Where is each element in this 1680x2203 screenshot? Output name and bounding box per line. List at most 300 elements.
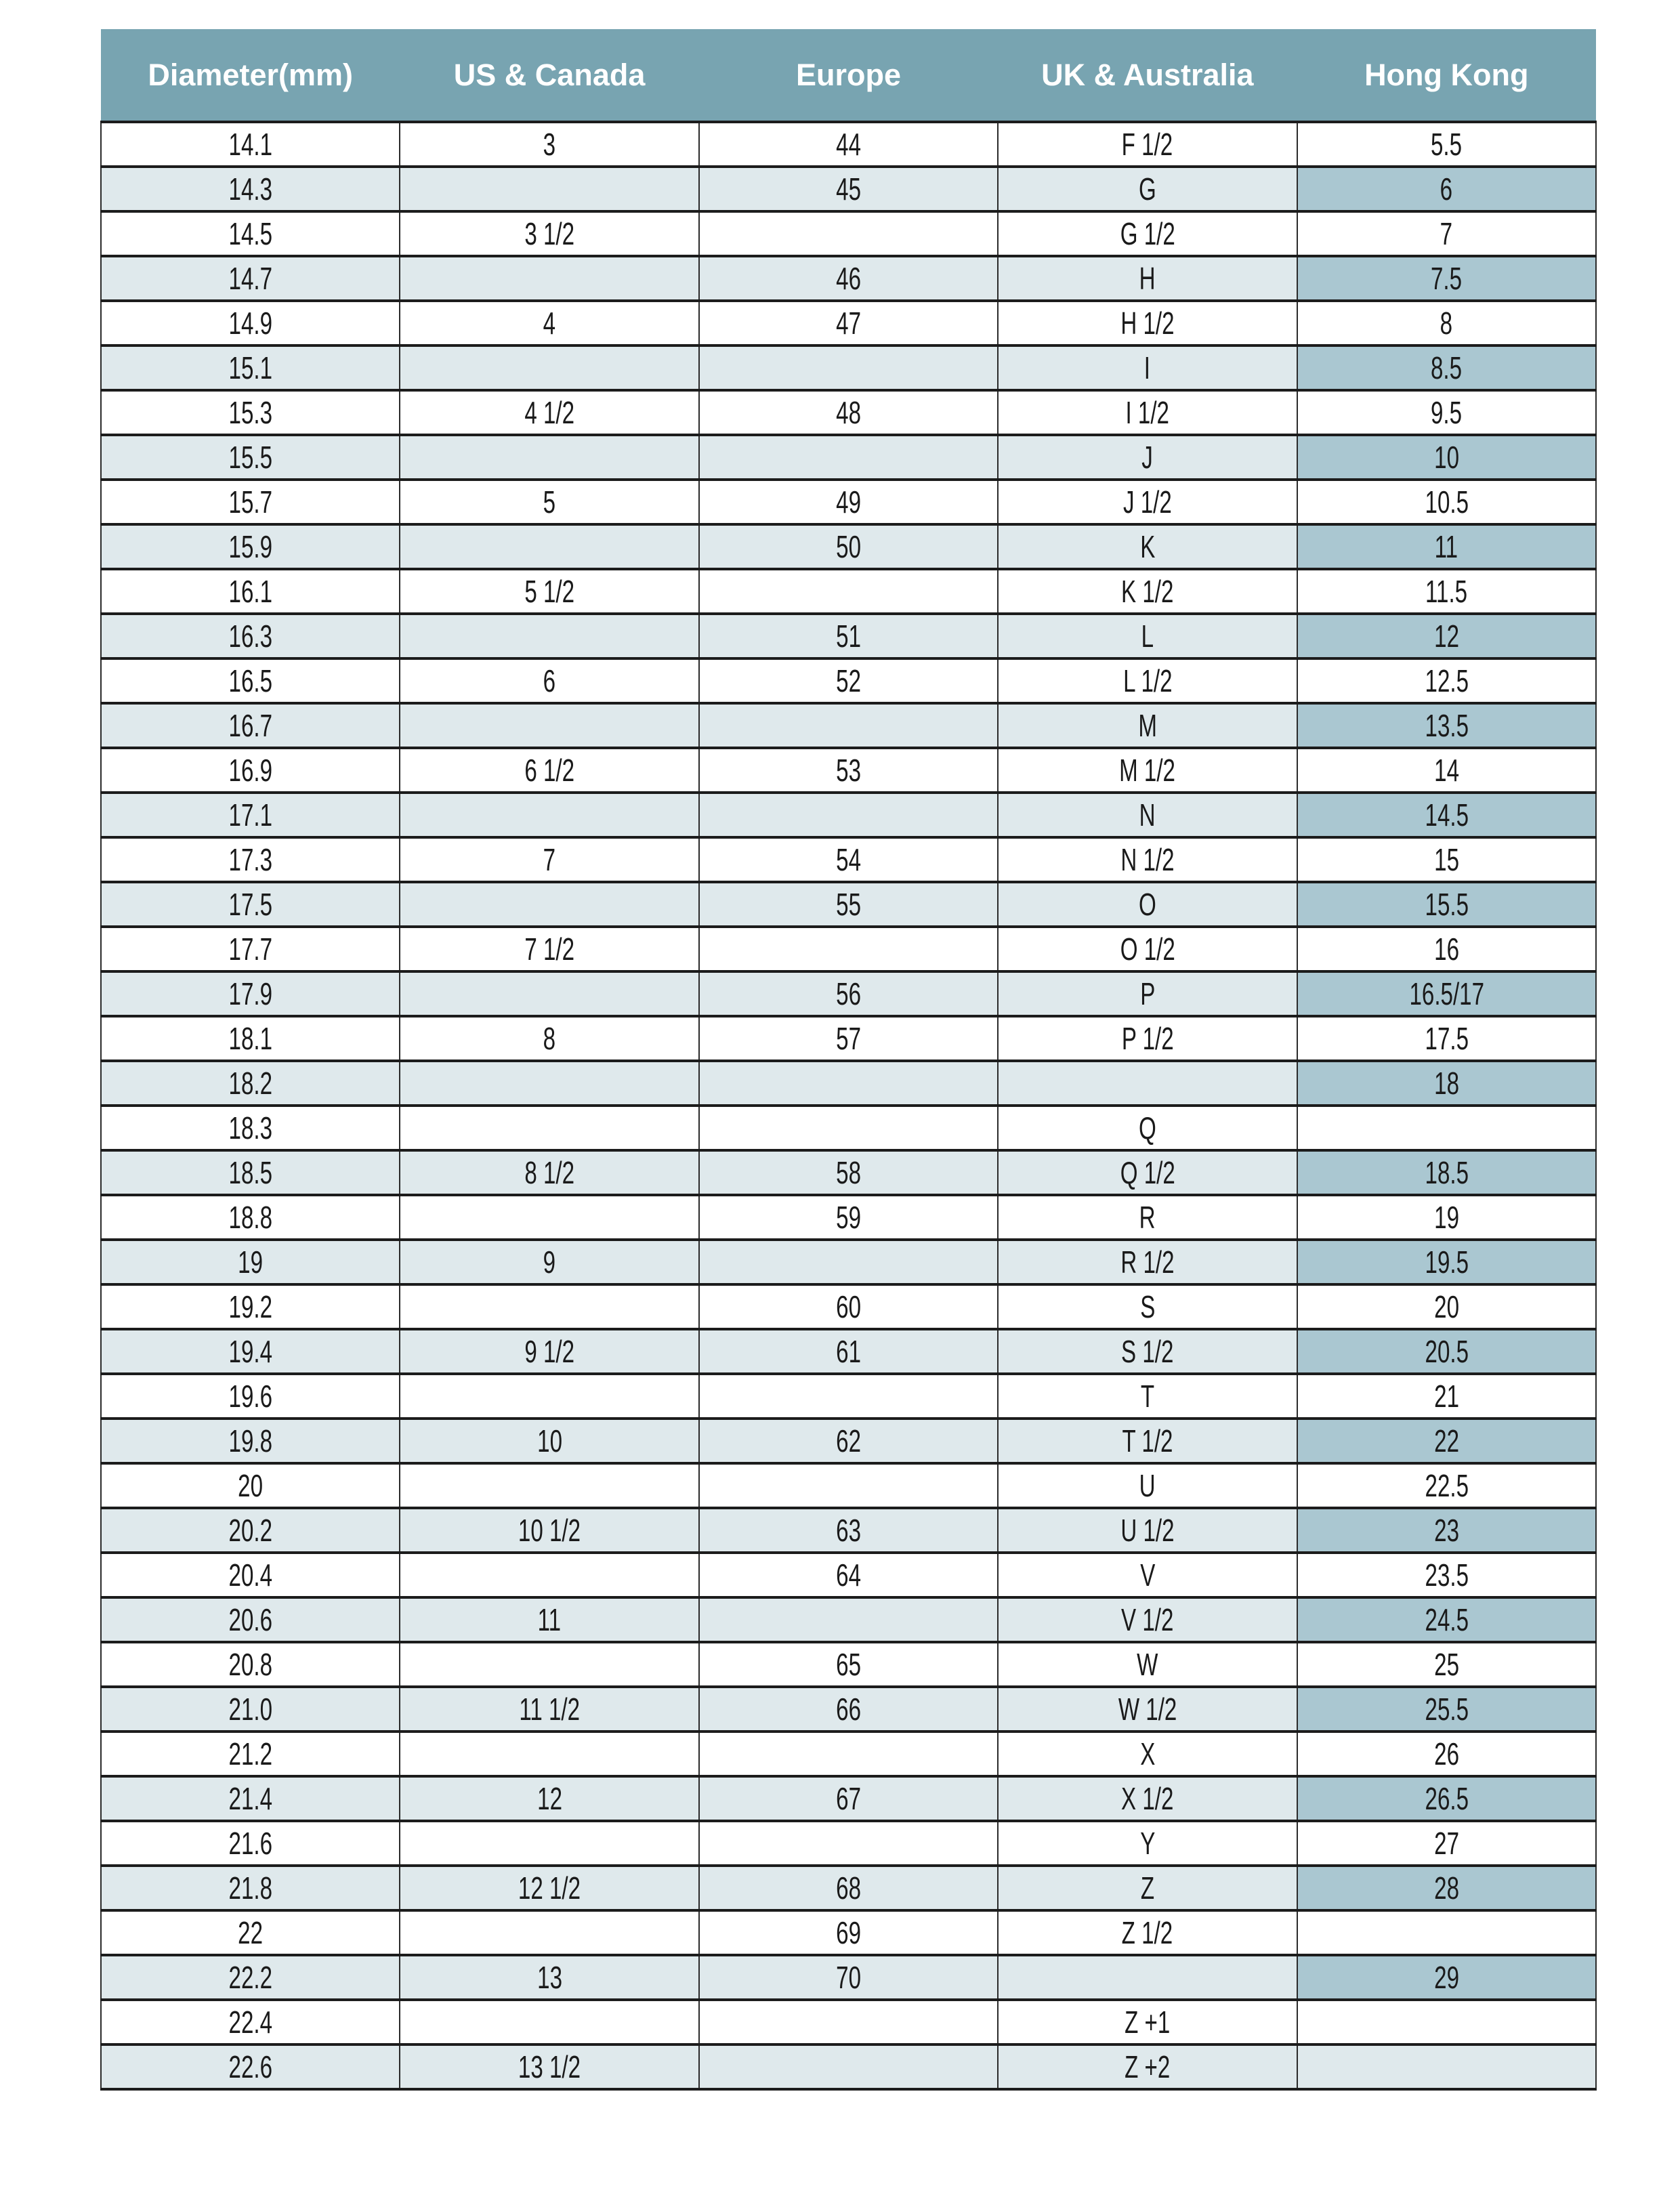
cell-uk-australia [998,122,1297,167]
cell-diameter-value: 17.1 [228,797,272,833]
column-header-us-canada-label: US & Canada [453,57,646,92]
cell-diameter-value: 16.7 [228,708,272,743]
cell-diameter [101,1732,400,1776]
cell-uk-australia [998,2044,1297,2089]
column-header-hong-kong-label: Hong Kong [1364,57,1529,92]
cell-hong-kong [1297,1776,1596,1821]
cell-diameter [101,1955,400,2000]
cell-hong-kong-value: 10.5 [1425,484,1469,520]
column-header-diameter [101,29,400,122]
cell-uk-australia [998,1150,1297,1195]
cell-europe [699,1106,998,1150]
cell-uk-australia [998,1910,1297,1955]
table-header [101,29,1596,122]
cell-diameter [101,1106,400,1150]
cell-diameter-value: 19 [238,1244,264,1280]
cell-us-canada-value: 10 [537,1423,562,1459]
cell-diameter [101,1329,400,1374]
cell-europe-value: 44 [836,127,861,162]
cell-europe-value: 61 [836,1334,861,1369]
table-row [101,1240,1596,1284]
cell-uk-australia-value: T 1/2 [1122,1423,1173,1459]
cell-europe [699,1329,998,1374]
cell-us-canada [400,971,698,1016]
cell-us-canada [400,1419,698,1463]
cell-diameter [101,435,400,480]
cell-hong-kong [1297,793,1596,837]
table-row [101,390,1596,435]
cell-us-canada [400,1329,698,1374]
cell-hong-kong [1297,1374,1596,1419]
cell-diameter-value: 22 [238,1915,264,1950]
cell-us-canada [400,569,698,614]
table-row [101,1463,1596,1508]
cell-diameter [101,1374,400,1419]
cell-europe [699,524,998,569]
cell-diameter-value: 15.5 [228,440,272,475]
cell-diameter-value: 15.7 [228,484,272,520]
cell-europe-value: 56 [836,976,861,1011]
cell-uk-australia-value: X [1139,1736,1155,1771]
table-row [101,1016,1596,1061]
table-row [101,1374,1596,1419]
cell-diameter [101,1463,400,1508]
cell-us-canada-value: 9 1/2 [524,1334,574,1369]
cell-us-canada [400,1284,698,1329]
cell-us-canada [400,1463,698,1508]
table-row [101,1597,1596,1642]
column-header-uk-australia [998,29,1297,122]
cell-us-canada [400,882,698,927]
cell-hong-kong-value: 28 [1433,1870,1459,1906]
cell-hong-kong-value: 22.5 [1425,1468,1469,1503]
table-row [101,1508,1596,1553]
table-row [101,1910,1596,1955]
cell-uk-australia-value: V 1/2 [1121,1602,1174,1637]
cell-uk-australia [998,390,1297,435]
cell-europe [699,211,998,256]
table-row [101,614,1596,658]
cell-hong-kong [1297,1329,1596,1374]
cell-us-canada [400,1016,698,1061]
cell-hong-kong-value: 20.5 [1425,1334,1469,1369]
cell-diameter [101,480,400,524]
cell-hong-kong [1297,167,1596,211]
cell-europe [699,1508,998,1553]
cell-hong-kong-value: 15 [1433,842,1459,877]
cell-us-canada-value: 12 1/2 [518,1870,581,1906]
cell-diameter-value: 17.7 [228,931,272,967]
cell-uk-australia-value: W [1137,1647,1158,1682]
cell-europe [699,1374,998,1419]
cell-hong-kong [1297,1061,1596,1106]
cell-diameter-value: 15.3 [228,395,272,430]
cell-us-canada [400,1955,698,2000]
cell-hong-kong [1297,1732,1596,1776]
cell-diameter [101,1642,400,1687]
table-row [101,793,1596,837]
cell-uk-australia-value: O 1/2 [1120,931,1175,967]
cell-uk-australia [998,480,1297,524]
cell-us-canada [400,748,698,793]
table-row [101,927,1596,971]
column-header-europe-label: Europe [795,57,901,92]
cell-hong-kong [1297,122,1596,167]
cell-us-canada [400,480,698,524]
cell-europe [699,1597,998,1642]
cell-hong-kong [1297,1508,1596,1553]
cell-europe [699,837,998,882]
cell-hong-kong-value: 23.5 [1425,1557,1469,1593]
cell-hong-kong [1297,748,1596,793]
cell-uk-australia-value: G 1/2 [1120,216,1175,251]
column-header-europe [699,29,998,122]
cell-us-canada [400,703,698,748]
table-row [101,1106,1596,1150]
table-row [101,1821,1596,1866]
cell-europe [699,971,998,1016]
cell-uk-australia-value: L [1141,618,1154,654]
cell-hong-kong-value: 26 [1433,1736,1459,1771]
cell-uk-australia-value: Z +2 [1125,2049,1171,2084]
cell-hong-kong [1297,435,1596,480]
cell-us-canada [400,1687,698,1732]
cell-europe-value: 64 [836,1557,861,1593]
cell-europe [699,390,998,435]
cell-diameter-value: 18.5 [228,1155,272,1190]
cell-diameter [101,748,400,793]
cell-us-canada [400,2044,698,2089]
table-row [101,1866,1596,1910]
cell-hong-kong [1297,301,1596,345]
cell-hong-kong [1297,1687,1596,1732]
table-row [101,971,1596,1016]
cell-diameter-value: 14.9 [228,306,272,341]
cell-europe-value: 57 [836,1021,861,1056]
cell-diameter-value: 20.8 [228,1647,272,1682]
cell-uk-australia [998,1776,1297,1821]
cell-diameter-value: 18.2 [228,1066,272,1101]
cell-hong-kong-value: 13.5 [1425,708,1469,743]
cell-uk-australia-value: J [1141,440,1154,475]
cell-hong-kong-value: 22 [1433,1423,1459,1459]
cell-uk-australia [998,1419,1297,1463]
cell-diameter [101,569,400,614]
table-row [101,882,1596,927]
table-row [101,435,1596,480]
cell-us-canada-value: 13 1/2 [518,2049,581,2084]
table-row [101,1776,1596,1821]
cell-hong-kong-value: 20 [1433,1289,1459,1324]
cell-hong-kong [1297,569,1596,614]
cell-uk-australia-value: L 1/2 [1122,663,1173,698]
cell-diameter-value: 22.6 [228,2049,272,2084]
cell-uk-australia-value: Q 1/2 [1120,1155,1175,1190]
cell-us-canada [400,1508,698,1553]
cell-us-canada-value: 9 [543,1244,556,1280]
cell-europe [699,927,998,971]
cell-diameter-value: 14.1 [228,127,272,162]
table-row [101,748,1596,793]
cell-diameter-value: 17.5 [228,887,272,922]
cell-europe [699,1776,998,1821]
cell-diameter-value: 21.6 [228,1826,272,1861]
cell-diameter [101,345,400,390]
cell-europe-value: 65 [836,1647,861,1682]
cell-uk-australia [998,524,1297,569]
cell-diameter [101,524,400,569]
cell-diameter [101,122,400,167]
cell-europe-value: 50 [836,529,861,564]
cell-europe [699,1642,998,1687]
cell-uk-australia [998,703,1297,748]
table-row [101,1061,1596,1106]
cell-diameter-value: 20.4 [228,1557,272,1593]
cell-hong-kong-value: 15.5 [1425,887,1469,922]
cell-diameter [101,1150,400,1195]
cell-europe [699,345,998,390]
cell-europe-value: 69 [836,1915,861,1950]
cell-uk-australia [998,614,1297,658]
cell-diameter-value: 21.0 [228,1692,272,1727]
cell-diameter [101,301,400,345]
cell-hong-kong-value: 27 [1433,1826,1459,1861]
cell-uk-australia-value: S [1139,1289,1155,1324]
cell-us-canada [400,390,698,435]
cell-hong-kong-value: 25.5 [1425,1692,1469,1727]
cell-diameter [101,1284,400,1329]
cell-europe [699,748,998,793]
table-row [101,1642,1596,1687]
table-row [101,703,1596,748]
cell-us-canada-value: 3 1/2 [524,216,574,251]
cell-diameter-value: 15.9 [228,529,272,564]
table-row [101,1732,1596,1776]
cell-europe-value: 45 [836,171,861,207]
cell-uk-australia [998,1284,1297,1329]
cell-hong-kong-value: 29 [1433,1960,1459,1995]
cell-uk-australia-value: K 1/2 [1121,574,1174,609]
cell-us-canada [400,1150,698,1195]
cell-uk-australia [998,1463,1297,1508]
cell-hong-kong [1297,524,1596,569]
cell-diameter [101,1776,400,1821]
table-row [101,1955,1596,2000]
cell-europe [699,793,998,837]
cell-europe [699,1955,998,2000]
cell-diameter-value: 19.4 [228,1334,272,1369]
cell-us-canada [400,927,698,971]
cell-us-canada [400,658,698,703]
cell-uk-australia-value: N [1139,797,1156,833]
cell-us-canada-value: 11 [537,1602,562,1637]
cell-uk-australia [998,1016,1297,1061]
table-row [101,1553,1596,1597]
cell-diameter-value: 16.9 [228,753,272,788]
cell-europe-value: 70 [836,1960,861,1995]
cell-uk-australia [998,301,1297,345]
cell-us-canada [400,435,698,480]
cell-diameter [101,1821,400,1866]
cell-diameter [101,971,400,1016]
cell-europe [699,1061,998,1106]
cell-hong-kong [1297,345,1596,390]
cell-us-canada-value: 6 [543,663,556,698]
cell-diameter-value: 21.4 [228,1781,272,1816]
cell-us-canada [400,1553,698,1597]
cell-us-canada-value: 5 [543,484,556,520]
cell-diameter [101,1687,400,1732]
cell-europe [699,122,998,167]
table-row [101,1687,1596,1732]
cell-hong-kong-value: 19.5 [1425,1244,1469,1280]
cell-hong-kong-value: 14.5 [1425,797,1469,833]
cell-uk-australia [998,1597,1297,1642]
cell-uk-australia [998,793,1297,837]
cell-diameter-value: 14.5 [228,216,272,251]
cell-uk-australia [998,1955,1297,2000]
cell-us-canada [400,1821,698,1866]
cell-hong-kong-value: 10 [1433,440,1459,475]
cell-uk-australia [998,569,1297,614]
cell-hong-kong-value: 18.5 [1425,1155,1469,1190]
cell-us-canada [400,1106,698,1150]
cell-uk-australia-value: R 1/2 [1120,1244,1175,1280]
cell-hong-kong [1297,1150,1596,1195]
cell-hong-kong [1297,1910,1596,1955]
cell-diameter-value: 17.3 [228,842,272,877]
cell-hong-kong [1297,480,1596,524]
cell-uk-australia-value: U [1139,1468,1156,1503]
cell-diameter-value: 14.3 [228,171,272,207]
cell-europe-value: 62 [836,1423,861,1459]
cell-europe-value: 59 [836,1200,861,1235]
cell-uk-australia-value: X 1/2 [1121,1781,1174,1816]
cell-uk-australia [998,211,1297,256]
cell-hong-kong-value: 8.5 [1431,350,1463,385]
cell-diameter-value: 19.8 [228,1423,272,1459]
cell-europe [699,658,998,703]
cell-diameter [101,2000,400,2044]
cell-europe [699,1016,998,1061]
cell-hong-kong-value: 7.5 [1431,261,1463,296]
cell-europe [699,2000,998,2044]
cell-europe [699,703,998,748]
cell-diameter [101,1061,400,1106]
cell-us-canada [400,1910,698,1955]
cell-diameter [101,256,400,301]
cell-diameter [101,882,400,927]
cell-europe-value: 63 [836,1513,861,1548]
cell-hong-kong-value: 25 [1433,1647,1459,1682]
cell-us-canada [400,1195,698,1240]
cell-diameter-value: 18.1 [228,1021,272,1056]
cell-europe-value: 53 [836,753,861,788]
cell-uk-australia-value: Z 1/2 [1122,1915,1173,1950]
cell-uk-australia-value: H 1/2 [1120,306,1175,341]
cell-hong-kong-value: 8 [1440,306,1453,341]
cell-europe [699,1866,998,1910]
cell-europe-value: 47 [836,306,861,341]
cell-us-canada [400,1732,698,1776]
cell-uk-australia [998,748,1297,793]
cell-europe [699,1732,998,1776]
cell-uk-australia [998,1642,1297,1687]
cell-hong-kong-value: 9.5 [1431,395,1463,430]
cell-diameter-value: 17.9 [228,976,272,1011]
cell-hong-kong-value: 6 [1440,171,1453,207]
cell-uk-australia [998,1374,1297,1419]
table-row [101,211,1596,256]
cell-uk-australia-value: P [1139,976,1155,1011]
header-row [101,29,1596,122]
cell-europe [699,1910,998,1955]
cell-uk-australia-value: J 1/2 [1122,484,1172,520]
cell-diameter [101,793,400,837]
cell-uk-australia [998,837,1297,882]
cell-diameter [101,1240,400,1284]
cell-hong-kong-value: 14 [1433,753,1459,788]
cell-diameter-value: 21.8 [228,1870,272,1906]
cell-diameter [101,1195,400,1240]
cell-uk-australia-value: P 1/2 [1121,1021,1174,1056]
table-row [101,345,1596,390]
cell-diameter-value: 19.2 [228,1289,272,1324]
cell-us-canada [400,1642,698,1687]
ring-size-conversion-table [100,29,1597,2091]
cell-hong-kong [1297,703,1596,748]
cell-uk-australia [998,882,1297,927]
table-row [101,167,1596,211]
cell-uk-australia [998,345,1297,390]
cell-us-canada [400,1866,698,1910]
cell-diameter-value: 20.2 [228,1513,272,1548]
cell-uk-australia [998,1553,1297,1597]
table-row [101,301,1596,345]
cell-hong-kong [1297,614,1596,658]
cell-us-canada-value: 6 1/2 [524,753,574,788]
cell-hong-kong-value: 19 [1433,1200,1459,1235]
cell-europe [699,1687,998,1732]
table-row [101,524,1596,569]
cell-diameter [101,1016,400,1061]
table-row [101,1419,1596,1463]
cell-uk-australia [998,256,1297,301]
cell-hong-kong [1297,1463,1596,1508]
cell-hong-kong [1297,1597,1596,1642]
cell-us-canada-value: 11 1/2 [519,1692,580,1727]
table-row [101,256,1596,301]
cell-diameter [101,1866,400,1910]
cell-diameter [101,390,400,435]
cell-diameter [101,1910,400,1955]
column-header-hong-kong [1297,29,1596,122]
cell-europe-value: 54 [836,842,861,877]
cell-diameter-value: 16.3 [228,618,272,654]
cell-uk-australia [998,1061,1297,1106]
cell-hong-kong-value: 23 [1433,1513,1459,1548]
cell-uk-australia [998,1329,1297,1374]
cell-us-canada [400,1061,698,1106]
cell-europe [699,301,998,345]
cell-europe-value: 66 [836,1692,861,1727]
cell-uk-australia [998,971,1297,1016]
table-row [101,569,1596,614]
cell-diameter [101,658,400,703]
cell-us-canada-value: 10 1/2 [518,1513,581,1548]
cell-diameter [101,1597,400,1642]
cell-uk-australia-value: W 1/2 [1118,1692,1177,1727]
